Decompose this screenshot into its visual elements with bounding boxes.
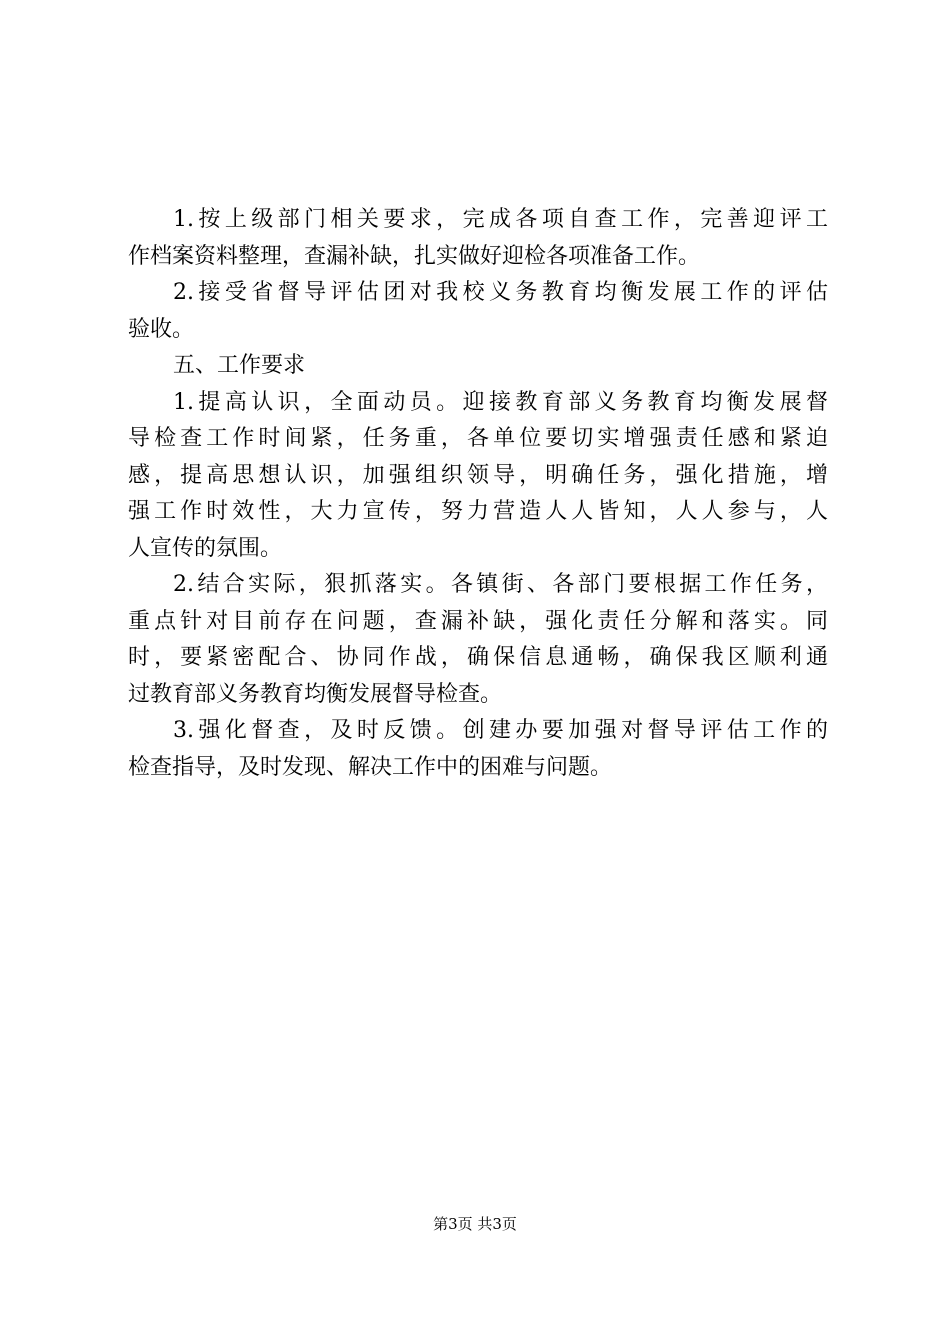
paragraph-line: 时，要紧密配合、协同作战，确保信息通畅，确保我区顺利通 bbox=[128, 645, 828, 670]
paragraph-line: 2.接受省督导评估团对我校义务教育均衡发展工作的评估 bbox=[173, 280, 828, 305]
paragraph-line: 验收。 bbox=[128, 316, 195, 342]
page-number-footer: 第3页 共3页 bbox=[433, 1215, 517, 1233]
paragraph-line: 3.强化督查，及时反馈。创建办要加强对督导评估工作的 bbox=[173, 718, 828, 743]
paragraph-4 bbox=[128, 567, 828, 713]
paragraph-5 bbox=[128, 713, 828, 786]
paragraph-line: 人宣传的氛围。 bbox=[128, 535, 283, 561]
paragraph-line: 导检查工作时间紧，任务重，各单位要切实增强责任感和紧迫 bbox=[128, 426, 828, 451]
paragraph-line: 过教育部义务教育均衡发展督导检查。 bbox=[128, 681, 503, 707]
paragraph-line: 感，提高思想认识，加强组织领导，明确任务，强化措施，增 bbox=[128, 462, 828, 488]
heading-line: 五、工作要求 bbox=[173, 353, 306, 378]
paragraph-line: 2.结合实际，狠抓落实。各镇街、各部门要根据工作任务， bbox=[173, 572, 828, 597]
paragraph-3 bbox=[128, 385, 828, 568]
paragraph-line: 检查指导，及时发现、解决工作中的困难与问题。 bbox=[128, 754, 613, 780]
paragraph-1 bbox=[128, 202, 828, 275]
paragraph-line: 强工作时效性，大力宣传，努力营造人人皆知，人人参与，人 bbox=[128, 499, 828, 524]
paragraph-line: 重点针对目前存在问题，查漏补缺，强化责任分解和落实。同 bbox=[128, 608, 828, 634]
document-body bbox=[128, 202, 828, 786]
paragraph-line: 作档案资料整理，查漏补缺，扎实做好迎检各项准备工作。 bbox=[128, 243, 701, 269]
section-heading bbox=[128, 348, 828, 385]
paragraph-line: 1.提高认识，全面动员。迎接教育部义务教育均衡发展督 bbox=[173, 389, 828, 415]
paragraph-2 bbox=[128, 275, 828, 348]
paragraph-line: 1.按上级部门相关要求，完成各项自查工作，完善迎评工 bbox=[173, 207, 828, 232]
